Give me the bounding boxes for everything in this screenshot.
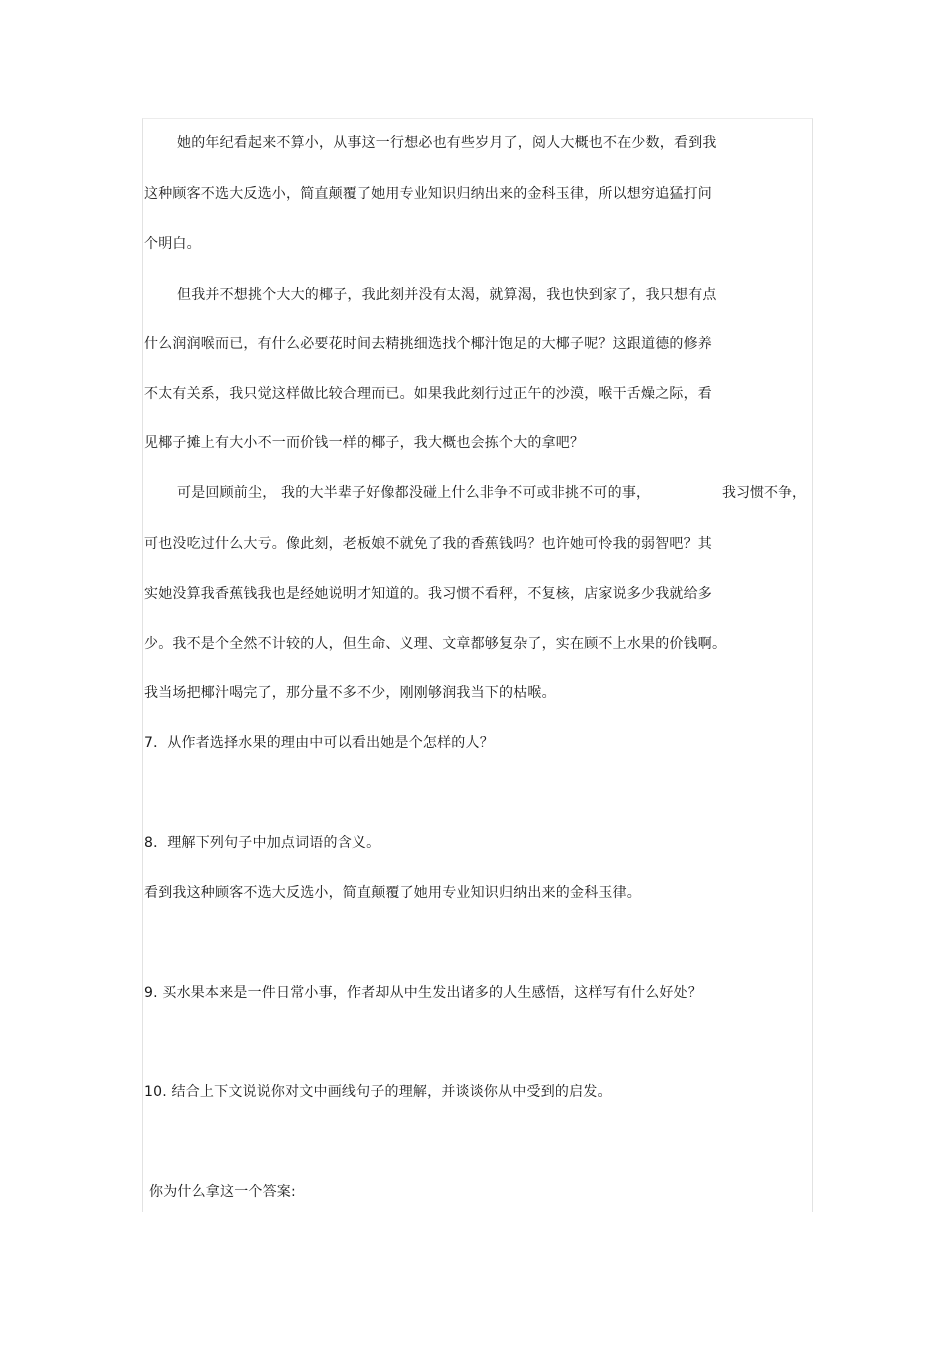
passage-line: 见椰子摊上有大小不一而价钱一样的椰子，我大概也会拣个大的拿吧？ [144, 435, 585, 451]
question-8: 8．理解下列句子中加点词语的含义。 [144, 835, 381, 851]
passage-line: 但我并不想挑个大大的椰子，我此刻并没有太渴，就算渴，我也快到家了，我只想有点 [177, 287, 717, 303]
footer-note: 你为什么拿这一个答案: [149, 1184, 296, 1200]
passage-line: 不太有关系，我只觉这样做比较合理而已。如果我此刻行过正午的沙漠，喉干舌燥之际，看 [144, 386, 712, 402]
page-frame [142, 118, 813, 1212]
question-9: 9. 买水果本来是一件日常小事，作者却从中生发出诸多的人生感悟，这样写有什么好处？ [144, 985, 703, 1001]
passage-line: 这种顾客不选大反选小，简直颠覆了她用专业知识归纳出来的金科玉律，所以想穷追猛打问 [144, 186, 712, 202]
passage-line: 实她没算我香蕉钱我也是经她说明才知道的。我习惯不看秤，不复核，店家说多少我就给多 [144, 586, 712, 602]
passage-line-fragment: 我习惯不争， [722, 485, 806, 501]
question-7: 7．从作者选择水果的理由中可以看出她是个怎样的人？ [144, 735, 494, 751]
passage-line: 可也没吃过什么大亏。像此刻，老板娘不就免了我的香蕉钱吗？也许她可怜我的弱智吧？其 [144, 536, 712, 552]
passage-line: 什么润润喉而已，有什么必要花时间去精挑细选找个椰汁饱足的大椰子呢？这跟道德的修养 [144, 336, 712, 352]
question-8-sentence: 看到我这种顾客不选大反选小，简直颠覆了她用专业知识归纳出来的金科玉律。 [144, 885, 641, 901]
passage-line: 我当场把椰汁喝完了，那分量不多不少，刚刚够润我当下的枯喉。 [144, 685, 556, 701]
passage-line: 可是回顾前尘， 我的大半辈子好像都没碰上什么非争不可或非挑不可的事， [177, 485, 651, 501]
passage-line: 少。我不是个全然不计较的人，但生命、义理、文章都够复杂了，实在顾不上水果的价钱啊。 [144, 636, 727, 652]
passage-line: 个明白。 [144, 236, 201, 252]
passage-line: 她的年纪看起来不算小，从事这一行想必也有些岁月了，阅人大概也不在少数，看到我 [177, 135, 717, 151]
question-10: 10. 结合上下文说说你对文中画线句子的理解，并谈谈你从中受到的启发。 [144, 1084, 612, 1100]
